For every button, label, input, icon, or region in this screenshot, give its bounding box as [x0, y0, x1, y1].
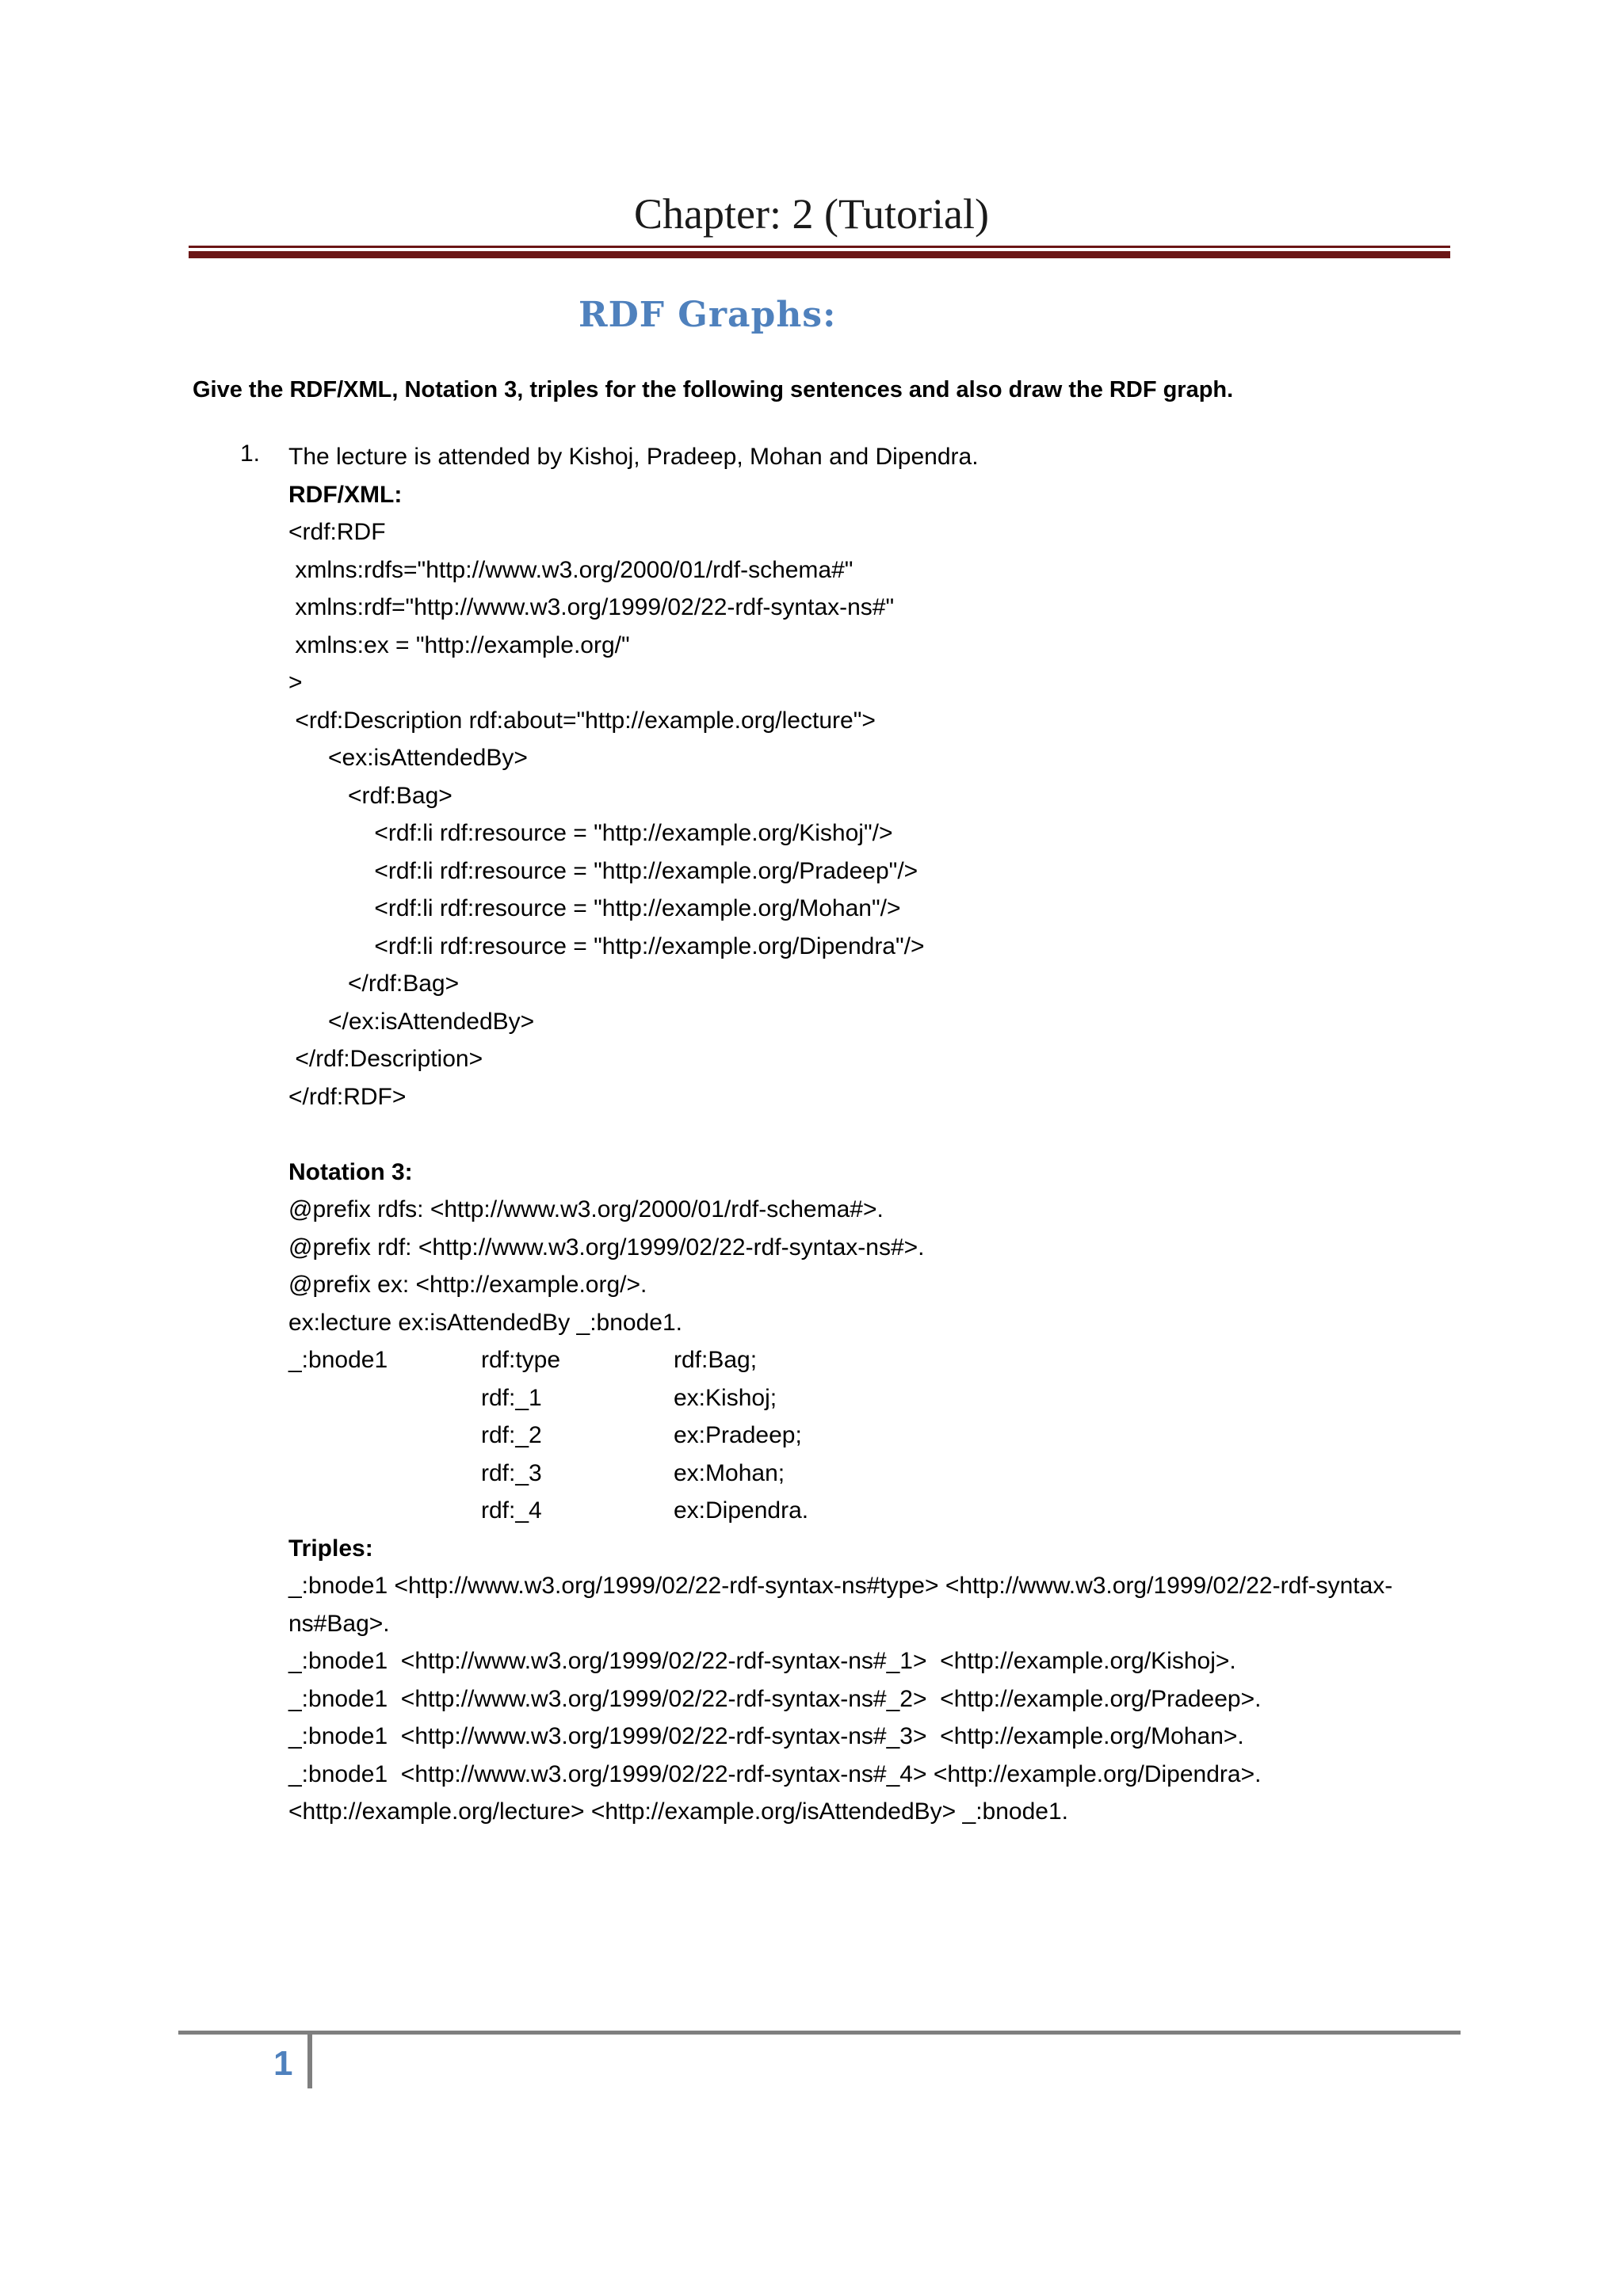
n3-row: [288, 1417, 1453, 1455]
code-line: <rdf:li rdf:resource = "http://example.org/Pradeep"/>: [288, 857, 918, 884]
code-line: <rdf:Bag>: [288, 782, 453, 809]
prefix-line: @prefix rdfs: <http://www.w3.org/2000/01/rdf-schema#>.: [288, 1196, 884, 1222]
n3-object: ex:Dipendra.: [674, 1497, 809, 1524]
prefix-line: @prefix rdf: <http://www.w3.org/1999/02/22-rdf-syntax-ns#>.: [288, 1234, 925, 1261]
title-rule-thick: [189, 251, 1450, 258]
code-line: xmlns:rdf="http://www.w3.org/1999/02/22-rdf-syntax-ns#": [288, 594, 895, 620]
n3-row: [288, 1341, 1453, 1379]
triple-line: <http://example.org/lecture> <http://example.org/isAttendedBy> _:bnode1.: [288, 1798, 1068, 1825]
n3-predicate: rdf:_1: [481, 1384, 542, 1411]
n3-object: ex:Kishoj;: [674, 1384, 777, 1411]
n3-row: [288, 1455, 1453, 1493]
code-line: <rdf:Description rdf:about="http://example.org/lecture">: [288, 707, 876, 734]
n3-predicate: rdf:_4: [481, 1497, 542, 1524]
n3-subject: [288, 1379, 481, 1417]
n3-predicate: rdf:_2: [481, 1422, 542, 1448]
footer-divider: [307, 2033, 312, 2088]
n3-predicate: rdf:type: [481, 1347, 561, 1373]
code-line: <ex:isAttendedBy>: [288, 745, 528, 771]
n3-predicate: rdf:_3: [481, 1459, 542, 1486]
n3-row: [288, 1492, 1453, 1530]
code-line: </rdf:Bag>: [288, 971, 460, 997]
triple-line: _:bnode1 <http://www.w3.org/1999/02/22-rdf-syntax-ns#_2> <http://example.org/Pradeep>.: [288, 1685, 1262, 1712]
code-line: </ex:isAttendedBy>: [288, 1008, 535, 1035]
n3-row: [288, 1379, 1453, 1417]
code-line: <rdf:li rdf:resource = "http://example.org/Mohan"/>: [288, 895, 901, 921]
code-line: </rdf:Description>: [288, 1046, 483, 1072]
triple-line: _:bnode1 <http://www.w3.org/1999/02/22-rdf-syntax-ns#_1> <http://example.org/Kishoj>.: [288, 1648, 1236, 1674]
n3-subject: [288, 1492, 481, 1530]
code-line: xmlns:rdfs="http://www.w3.org/2000/01/rdf-schema#": [288, 556, 854, 583]
spacer: [288, 1116, 1453, 1154]
triple-line: _:bnode1 <http://www.w3.org/1999/02/22-rdf-syntax-ns#_4> <http://example.org/Dipendra>.: [288, 1760, 1262, 1787]
code-line: >: [288, 669, 303, 696]
n3-object: ex:Pradeep;: [674, 1422, 802, 1448]
code-line: </rdf:RDF>: [288, 1083, 407, 1110]
triple-line: _:bnode1 <http://www.w3.org/1999/02/22-rdf-syntax-ns#_3> <http://example.org/Mohan>.: [288, 1723, 1244, 1749]
triple-line: _:bnode1 <http://www.w3.org/1999/02/22-rdf-syntax-ns#type> <http://www.w3.org/1999/02/22-rdf-syntax-ns#Bag>.: [288, 1573, 1393, 1637]
notation3-heading: Notation 3:: [288, 1158, 413, 1185]
n3-subject: [288, 1455, 481, 1493]
title-rule-thin: [189, 246, 1450, 248]
instruction-text: Give the RDF/XML, Notation 3, triples for the following sentences and also draw the RDF graph.: [193, 377, 1234, 402]
footer-rule: [178, 2031, 1461, 2035]
page-number: 1: [273, 2044, 293, 2083]
n3-subject: _:bnode1: [288, 1347, 388, 1373]
prefix-line: @prefix ex: <http://example.org/>.: [288, 1272, 647, 1298]
n3-object: rdf:Bag;: [674, 1347, 758, 1373]
question-text: The lecture is attended by Kishoj, Pradeep, Mohan and Dipendra.: [288, 444, 979, 470]
rdfxml-code: [288, 513, 1453, 1116]
triples-heading: Triples:: [288, 1535, 373, 1562]
section-heading: RDF Graphs:: [579, 295, 837, 335]
rdfxml-heading: RDF/XML:: [288, 481, 403, 508]
answer-body: [288, 438, 1453, 1831]
code-line: <rdf:RDF: [288, 519, 386, 545]
statement-line: ex:lecture ex:isAttendedBy _:bnode1.: [288, 1309, 682, 1336]
n3-object: ex:Mohan;: [674, 1459, 785, 1486]
page-title: Chapter: 2 (Tutorial): [634, 190, 989, 238]
code-line: <rdf:li rdf:resource = "http://example.org/Dipendra"/>: [288, 933, 925, 959]
n3-subject: [288, 1417, 481, 1455]
code-line: <rdf:li rdf:resource = "http://example.org/Kishoj"/>: [288, 820, 893, 846]
question-number: 1.: [240, 441, 261, 467]
code-line: xmlns:ex = "http://example.org/": [288, 631, 630, 658]
